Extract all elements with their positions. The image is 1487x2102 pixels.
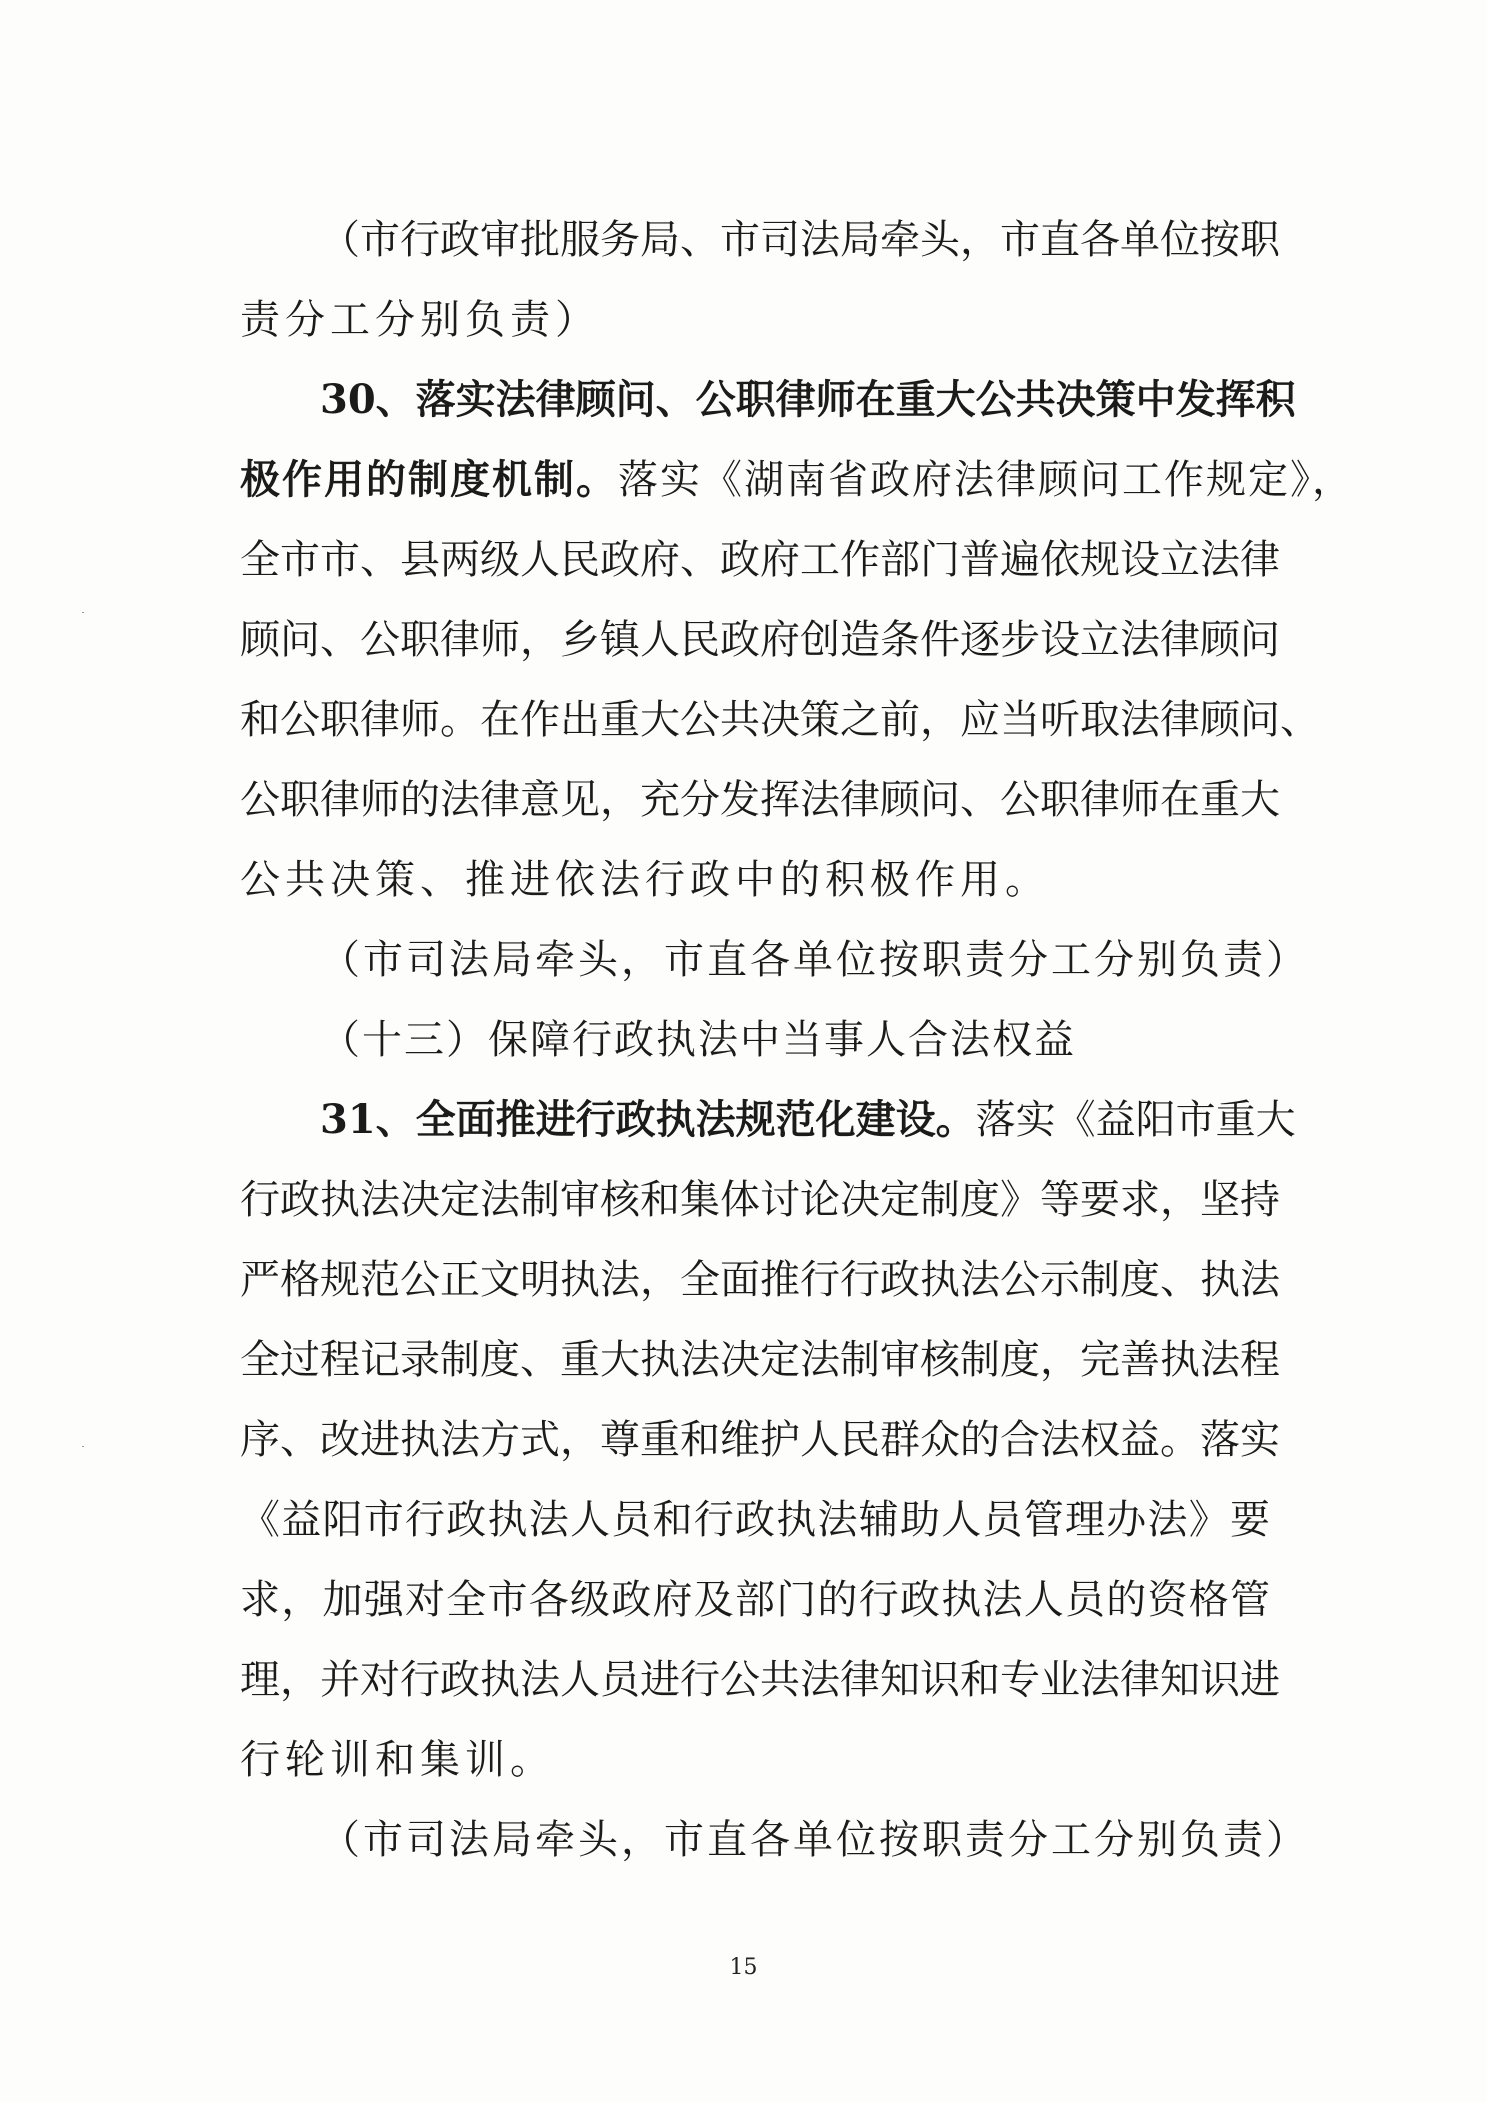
item-30-heading-cont: 极作用的制度机制。: [240, 456, 618, 503]
item-31-heading: 31、全面推进行政执法规范化建设。: [320, 1096, 976, 1143]
item-31-body-start: 落实《益阳市重大: [975, 1097, 1296, 1143]
item-30-body-start: 落实《湖南省政府法律顾问工作规定》，: [618, 457, 1354, 503]
item-30-line-5: 和公职律师。在作出重大公共决策之前，应当听取法律顾问、: [240, 697, 1320, 743]
scan-mark: [82, 612, 84, 613]
item-31-line-3: 严格规范公正文明执法，全面推行行政执法公示制度、执法: [240, 1257, 1280, 1303]
item-31-line-9: 行轮训和集训。: [240, 1737, 555, 1783]
item-31-line-1: [320, 1096, 1296, 1144]
item-31-line-6: 《益阳市行政执法人员和行政执法辅助人员管理办法》要: [240, 1497, 1270, 1543]
item-30-line-7: 公共决策、推进依法行政中的积极作用。: [240, 857, 1050, 903]
item-31-line-8: 理，并对行政执法人员进行公共法律知识和专业法律知识进: [240, 1657, 1280, 1703]
item-30-line-3: 全市市、县两级人民政府、政府工作部门普遍依规设立法律: [240, 537, 1280, 583]
scan-mark: [82, 1446, 84, 1447]
item-30-line-2: [240, 456, 1354, 504]
page-number: 15: [729, 1955, 758, 1980]
responsibility-31: （市司法局牵头，市直各单位按职责分工分别负责）: [320, 1817, 1309, 1863]
item-30-line-4: 顾问、公职律师，乡镇人民政府创造条件逐步设立法律顾问: [240, 617, 1280, 663]
item-31-line-5: 序、改进执法方式，尊重和维护人民群众的合法权益。落实: [240, 1417, 1280, 1463]
item-30-heading: 30、落实法律顾问、公职律师在重大公共决策中发挥积: [320, 376, 1296, 423]
item-31-line-2: 行政执法决定法制审核和集体讨论决定制度》等要求，坚持: [240, 1177, 1280, 1223]
item-30-line-6: 公职律师的法律意见，充分发挥法律顾问、公职律师在重大: [240, 777, 1280, 823]
item-31-line-4: 全过程记录制度、重大执法决定法制审核制度，完善执法程: [240, 1337, 1280, 1383]
responsibility-note: （市行政审批服务局、市司法局牵头，市直各单位按职: [320, 217, 1280, 263]
responsibility-30: （市司法局牵头，市直各单位按职责分工分别负责）: [320, 937, 1309, 983]
responsibility-note-cont: 责分工分别负责）: [240, 297, 600, 343]
item-31-line-7: 求，加强对全市各级政府及部门的行政执法人员的资格管: [240, 1577, 1270, 1623]
section-13-heading: （十三）保障行政执法中当事人合法权益: [320, 1017, 1076, 1063]
